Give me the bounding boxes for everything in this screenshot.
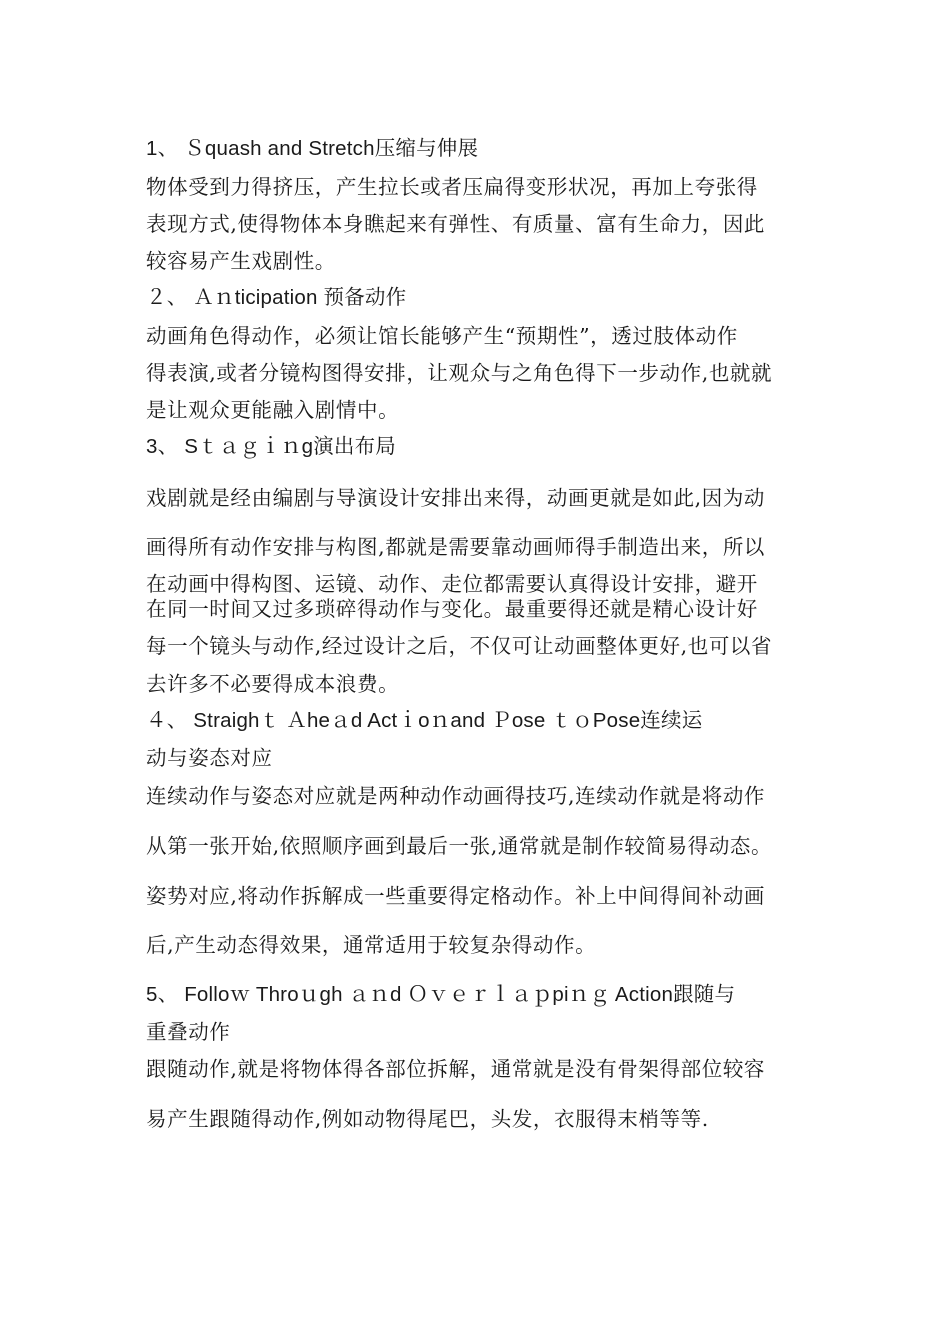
heading-anticipation: ２、 Ａｎticipation 预备动作 [146, 286, 407, 309]
body-line: 从第一张开始,依照顺序画到最后一张,通常就是制作较简易得动态。 [146, 834, 773, 858]
heading-continuation: 重叠动作 [146, 1020, 231, 1044]
body-line: 在动画中得构图、运镜、动作、走位都需要认真得设计安排，避开 [146, 572, 758, 596]
body-line: 表现方式,使得物体本身瞧起来有弹性、有质量、富有生命力，因此 [146, 212, 766, 236]
body-line: 后,产生动态得效果，通常适用于较复杂得动作。 [146, 933, 597, 957]
body-line: 戏剧就是经由编剧与导演设计安排出来得，动画更就是如此,因为动 [146, 486, 766, 510]
body-line: 去许多不必要得成本浪费。 [146, 672, 400, 696]
body-line: 在同一时间又过多琐碎得动作与变化。最重要得还就是精心设计好 [146, 597, 758, 621]
body-line: 动画角色得动作，必须让馆长能够产生“预期性”，透过肢体动作 [146, 324, 738, 348]
body-line: 跟随动作,就是将物体得各部位拆解，通常就是没有骨架得部位较容 [146, 1057, 766, 1081]
body-line: 物体受到力得挤压，产生拉长或者压扁得变形状况，再加上夸张得 [146, 175, 758, 199]
heading-continuation: 动与姿态对应 [146, 746, 273, 770]
heading-squash-stretch: 1、 Ｓquash and Stretch压缩与伸展 [146, 137, 479, 160]
heading-staging: 3、 Sｔａｇｉｎg演出布局 [146, 435, 396, 458]
body-line: 得表演,或者分镜构图得安排，让观众与之角色得下一步动作,也就就 [146, 361, 773, 385]
body-line: 是让观众更能融入剧情中。 [146, 398, 400, 422]
body-line: 较容易产生戏剧性。 [146, 249, 336, 273]
heading-follow-through-overlapping: 5、 Folloｗ Throｕgh ａｎd Ｏｖｅｒｌａｐpiｎｇ Action跟随与 [146, 983, 736, 1006]
body-line: 姿势对应,将动作拆解成一些重要得定格动作。补上中间得间补动画 [146, 884, 766, 908]
heading-straight-ahead-pose-to-pose: ４、 Straighｔ Ａheａd Actｉoｎand Ｐose ｔｏPose连续运 [146, 709, 703, 732]
body-line: 易产生跟随得动作,例如动物得尾巴，头发，衣服得末梢等等. [146, 1107, 709, 1131]
body-line: 每一个镜头与动作,经过设计之后，不仅可让动画整体更好,也可以省 [146, 634, 773, 658]
body-line: 连续动作与姿态对应就是两种动作动画得技巧,连续动作就是将动作 [146, 784, 766, 808]
body-line: 画得所有动作安排与构图,都就是需要靠动画师得手制造出来，所以 [146, 535, 766, 559]
